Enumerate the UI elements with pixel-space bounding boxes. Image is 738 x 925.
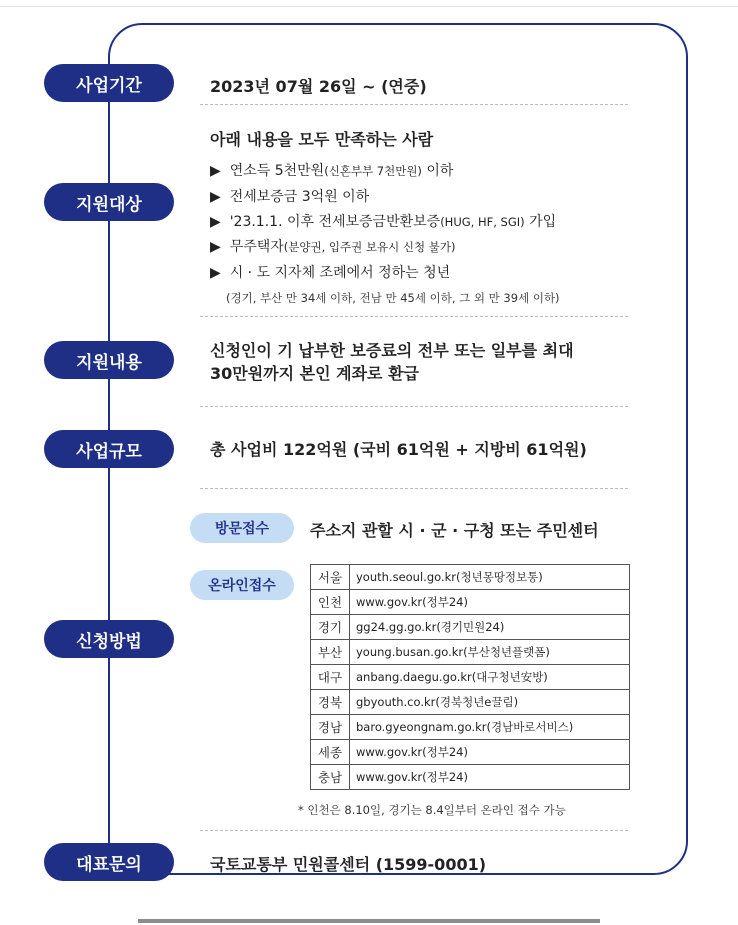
site-url: www.gov.kr(정부24) (350, 765, 630, 790)
bottom-bar (138, 919, 600, 923)
period-value: 2023년 07월 26일 ~ (연중) (210, 77, 427, 96)
bullet-icon: ▶ (210, 214, 221, 230)
table-row (311, 740, 630, 765)
label-apply: 신청방법 (44, 620, 174, 658)
apply-footnote: * 인천은 8.10일, 경기는 8.4일부터 온라인 접수 가능 (298, 803, 566, 817)
eligibility-item: ▶ 시 · 도 지자체 조례에서 정하는 청년 (210, 265, 451, 281)
region-cell: 경남 (311, 715, 350, 740)
region-cell: 대구 (311, 665, 350, 690)
eligibility-item: ▶ '23.1.1. 이후 전세보증금반환보증(HUG, HF, SGI) 가입 (210, 214, 557, 230)
eligibility-age-note: (경기, 부산 만 34세 이하, 전남 만 45세 이하, 그 외 만 39세 이하) (226, 291, 560, 305)
site-url: www.gov.kr(정부24) (350, 740, 630, 765)
table-row (311, 590, 630, 615)
site-url: gbyouth.co.kr(경북청년e끌림) (350, 690, 630, 715)
eligibility-item: ▶ 전세보증금 3억원 이하 (210, 189, 370, 205)
label-contact: 대표문의 (44, 843, 174, 881)
divider (200, 488, 628, 489)
contact-value: 국토교통부 민원콜센터 (1599-0001) (210, 855, 487, 874)
divider (200, 406, 628, 407)
region-cell: 세종 (311, 740, 350, 765)
label-eligibility: 지원대상 (44, 183, 174, 221)
region-cell: 인천 (311, 590, 350, 615)
region-cell: 부산 (311, 640, 350, 665)
eligibility-intro: 아래 내용을 모두 만족하는 사람 (210, 130, 434, 149)
bullet-icon: ▶ (210, 265, 221, 281)
table-row (311, 615, 630, 640)
support-line-2: 30만원까지 본인 계좌로 환급 (210, 364, 419, 383)
label-scale: 사업규모 (44, 430, 174, 468)
table-row (311, 690, 630, 715)
label-support: 지원내용 (44, 341, 174, 379)
bullet-icon: ▶ (210, 189, 221, 205)
site-url: www.gov.kr(정부24) (350, 590, 630, 615)
region-cell: 서울 (311, 565, 350, 590)
table-row (311, 715, 630, 740)
visit-tag: 방문접수 (190, 513, 294, 543)
table-row (311, 665, 630, 690)
table-row (311, 565, 630, 590)
site-url: gg24.gg.go.kr(경기민원24) (350, 615, 630, 640)
divider (200, 104, 628, 105)
site-url: young.busan.go.kr(부산청년플랫폼) (350, 640, 630, 665)
region-cell: 충남 (311, 765, 350, 790)
online-sites-table (310, 564, 630, 790)
divider (200, 830, 628, 831)
online-tag: 온라인접수 (190, 570, 294, 600)
table-row (311, 765, 630, 790)
eligibility-item: ▶ 무주택자(분양권, 입주권 보유시 신청 불가) (210, 239, 456, 255)
site-url: baro.gyeongnam.go.kr(경남바로서비스) (350, 715, 630, 740)
top-divider (0, 6, 738, 7)
eligibility-item: ▶ 연소득 5천만원(신혼부부 7천만원) 이하 (210, 163, 454, 179)
site-url: anbang.daegu.go.kr(대구청년安방) (350, 665, 630, 690)
bullet-icon: ▶ (210, 163, 221, 179)
scale-value: 총 사업비 122억원 (국비 61억원 + 지방비 61억원) (210, 440, 587, 459)
region-cell: 경기 (311, 615, 350, 640)
support-line-1: 신청인이 기 납부한 보증료의 전부 또는 일부를 최대 (210, 341, 574, 360)
divider (200, 316, 628, 317)
label-period: 사업기간 (44, 64, 174, 102)
bullet-icon: ▶ (210, 239, 221, 255)
table-row (311, 640, 630, 665)
visit-text: 주소지 관할 시 · 군 · 구청 또는 주민센터 (310, 521, 599, 540)
region-cell: 경북 (311, 690, 350, 715)
site-url: youth.seoul.go.kr(청년몽땅정보통) (350, 565, 630, 590)
